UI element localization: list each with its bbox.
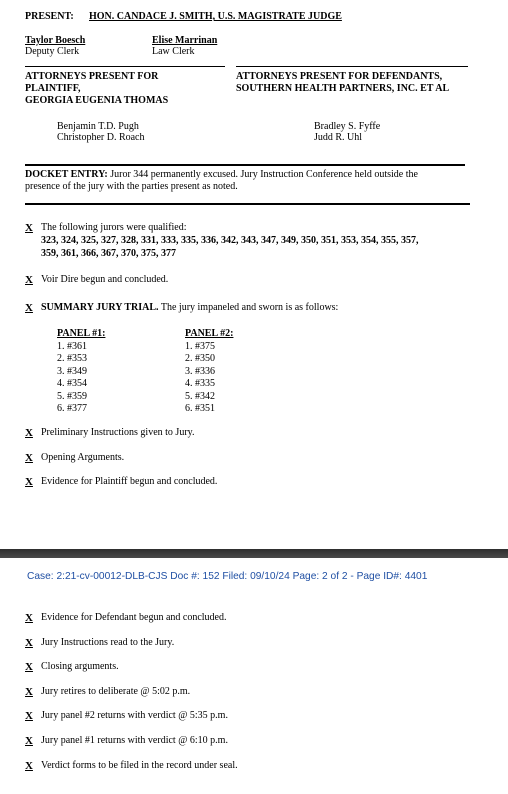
juror-list: 359, 361, 366, 367, 370, 375, 377: [41, 248, 176, 259]
plaintiff-attorney: Christopher D. Roach: [57, 132, 145, 143]
check-mark: X: [25, 710, 33, 722]
page2-entry: Jury retires to deliberate @ 5:02 p.m.: [41, 686, 191, 697]
page-break: [0, 549, 508, 558]
check-mark: X: [25, 735, 33, 747]
page-header-stamp: Case: 2:21-cv-00012-DLB-CJS Doc #: 152 Filed: 09/10/24 Page: 2 of 2 - Page ID#: 4401: [27, 571, 428, 582]
plaintiff-heading: ATTORNEYS PRESENT FOR: [25, 71, 159, 82]
check-mark: X: [25, 760, 33, 772]
page2-entry: Evidence for Defendant begun and concluded.: [41, 612, 227, 623]
present-label: PRESENT:: [25, 11, 74, 22]
defendant-heading: SOUTHERN HEALTH PARTNERS, INC. ET AL: [236, 83, 450, 94]
law-clerk-title: Law Clerk: [152, 46, 195, 57]
plaintiff-heading: GEORGIA EUGENIA THOMAS: [25, 95, 169, 106]
panel2-juror: 4. #335: [185, 378, 215, 390]
check-mark: X: [25, 612, 33, 624]
judge-name: HON. CANDACE J. SMITH, U.S. MAGISTRATE JUDGE: [89, 11, 342, 22]
docket-entry-line: [25, 169, 418, 181]
docket-top-rule: [25, 164, 465, 166]
juror-list: 323, 324, 325, 327, 328, 331, 333, 335, 336, 342, 343, 347, 349, 350, 351, 353, 354, 355, 357,: [41, 235, 419, 246]
page2-entry: Closing arguments.: [41, 661, 119, 672]
jurors-intro: The following jurors were qualified:: [41, 222, 187, 233]
docket-label: DOCKET ENTRY:: [25, 169, 108, 180]
preliminary-entry: Preliminary Instructions given to Jury.: [41, 427, 195, 438]
panel1-juror: 3. #349: [57, 365, 87, 377]
panel2-juror: 6. #351: [185, 403, 215, 415]
check-mark: X: [25, 637, 33, 649]
panel1-label: PANEL #1:: [57, 328, 106, 339]
defendant-attorney: Bradley S. Fyffe: [314, 121, 381, 132]
docket-bottom-rule: [25, 203, 470, 205]
check-mark: X: [25, 427, 33, 439]
defendant-attorney: Judd R. Uhl: [314, 132, 363, 143]
defendant-heading: ATTORNEYS PRESENT FOR DEFENDANTS,: [236, 71, 443, 82]
check-mark: X: [25, 452, 33, 464]
check-mark: X: [25, 222, 33, 234]
panel1-juror: 5. #359: [57, 390, 87, 402]
panel1-juror: 2. #353: [57, 353, 87, 365]
panel2-juror: 3. #336: [185, 365, 215, 377]
page2-entry: Jury Instructions read to the Jury.: [41, 637, 175, 648]
panel1-juror: 1. #361: [57, 341, 87, 352]
check-mark: X: [25, 686, 33, 698]
plaintiff-heading: PLAINTIFF,: [25, 83, 81, 94]
page2-entry: Jury panel #2 returns with verdict @ 5:35 p.m.: [41, 710, 228, 721]
summary-jury-entry: [41, 302, 338, 314]
law-clerk-name: Elise Marrinan: [152, 35, 218, 46]
panel2-juror: 2. #350: [185, 353, 215, 365]
summary-label: SUMMARY JURY TRIAL.: [41, 302, 159, 313]
panel1-juror: 6. #377: [57, 403, 87, 415]
check-mark: X: [25, 476, 33, 488]
docket-entry-line: presence of the jury with the parties present as noted.: [25, 181, 238, 192]
deputy-clerk-title: Deputy Clerk: [25, 46, 80, 57]
plaintiff-attorney: Benjamin T.D. Pugh: [57, 121, 139, 132]
check-mark: X: [25, 302, 33, 314]
voir-dire-entry: Voir Dire begun and concluded.: [41, 274, 169, 285]
panel1-list: [57, 341, 87, 415]
docket-text: Juror 344 permanently excused. Jury Instruction Conference held outside the: [107, 169, 418, 180]
panel1-juror: 4. #354: [57, 378, 87, 390]
summary-text: The jury impaneled and sworn is as follows:: [158, 302, 339, 313]
plaintiff-rule: [25, 66, 225, 67]
opening-entry: Opening Arguments.: [41, 452, 125, 463]
page2-entry: Jury panel #1 returns with verdict @ 6:10 p.m.: [41, 735, 228, 746]
panel2-list: [185, 341, 215, 415]
panel2-juror: 1. #375: [185, 341, 215, 352]
page2-entry: Verdict forms to be filed in the record under seal.: [41, 760, 238, 771]
plaintiff-evidence-entry: Evidence for Plaintiff begun and concluded.: [41, 476, 218, 487]
panel2-juror: 5. #342: [185, 390, 215, 402]
check-mark: X: [25, 274, 33, 286]
defendant-rule: [236, 66, 468, 67]
deputy-clerk-name: Taylor Boesch: [25, 35, 86, 46]
panel2-label: PANEL #2:: [185, 328, 234, 339]
check-mark: X: [25, 661, 33, 673]
